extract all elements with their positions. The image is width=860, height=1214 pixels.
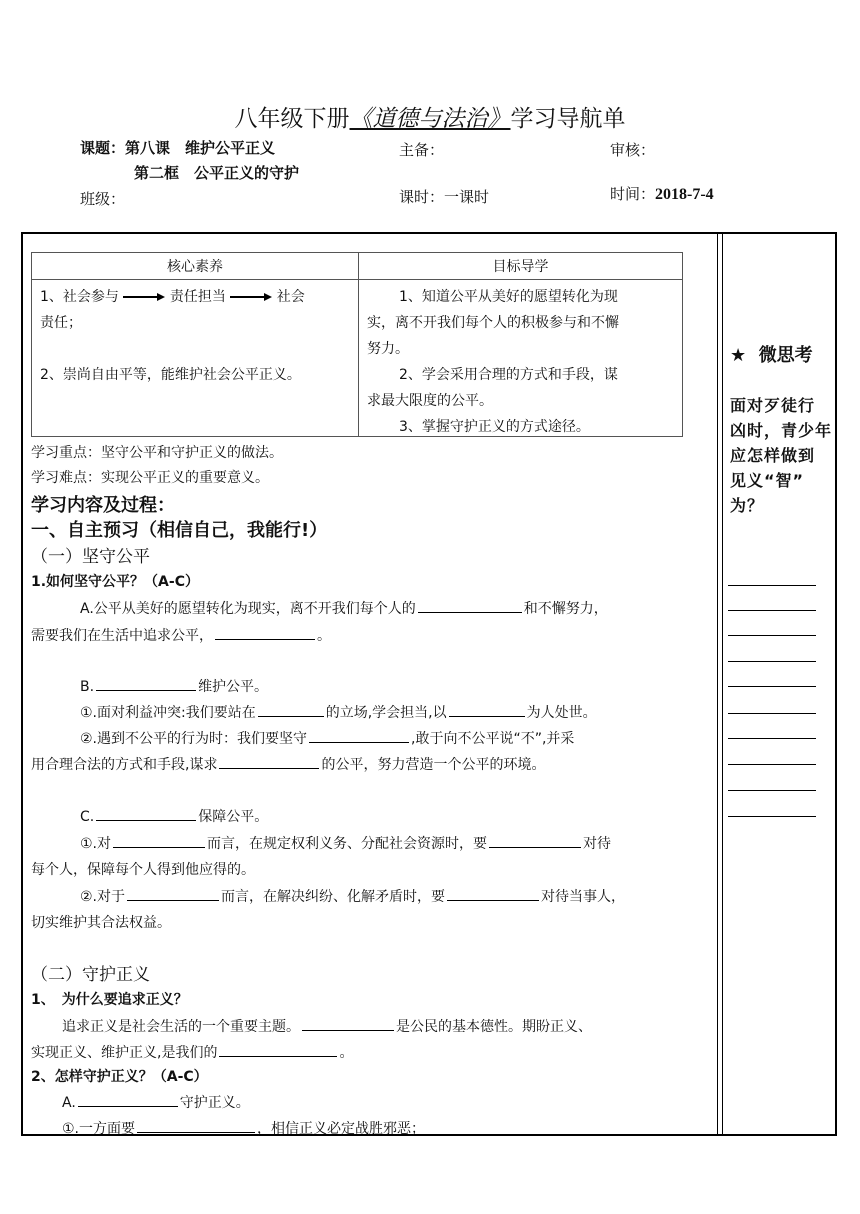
key-point: 学习重点：坚守公平和守护正义的做法。 <box>31 445 283 461</box>
c-line-3-tail: 对待当事人， <box>541 889 626 905</box>
answer-line[interactable] <box>728 635 816 636</box>
blank[interactable] <box>309 741 409 743</box>
answer-line[interactable] <box>728 661 816 662</box>
blank[interactable] <box>96 819 196 821</box>
blank[interactable] <box>418 611 522 613</box>
b-label: B. <box>80 679 95 695</box>
micro-think-question <box>730 393 832 518</box>
star-icon: ★ <box>730 345 747 366</box>
a-line-2 <box>31 625 331 645</box>
b-line-3-tail: 的公平，努力营造一个公平的环境。 <box>321 757 546 773</box>
frame-divider-inner <box>722 232 723 1136</box>
preparer-label: 主备： <box>399 141 445 159</box>
class-label: 班级： <box>80 190 126 208</box>
blank[interactable] <box>137 1131 255 1133</box>
core-literacy-cell <box>32 280 358 436</box>
b-line-1-tail: 为人处世。 <box>526 705 597 721</box>
answer-line[interactable] <box>728 764 816 765</box>
core-item-1-start: 1、社会参与 <box>40 289 119 305</box>
question-1: 1.如何坚守公平？（A-C） <box>31 574 199 590</box>
justice-line-1 <box>62 1016 592 1036</box>
blank[interactable] <box>258 715 324 717</box>
date-field <box>610 183 714 204</box>
blank[interactable] <box>127 899 219 901</box>
a-line-2-tail: 。 <box>317 628 331 644</box>
blank[interactable] <box>78 1105 178 1107</box>
ja-line-1 <box>62 1118 425 1138</box>
title-book: 《道德与法治》 <box>349 106 511 132</box>
ja-heading-tail: 守护正义。 <box>179 1095 250 1111</box>
c-line-3 <box>80 886 625 906</box>
b-line-2 <box>80 728 574 748</box>
a-line-2-text: 需要我们在生活中追求公平， <box>31 628 213 644</box>
ja-line-1-text: ①.一方面要 <box>62 1121 136 1137</box>
blank[interactable] <box>215 638 315 640</box>
c-line-1 <box>80 833 611 853</box>
core-item-1-end: 社会 <box>276 289 305 305</box>
goal-1-line-2: 实，离不开我们每个人的积极参与和不懈 <box>367 315 619 331</box>
title-prefix: 八年级下册 <box>234 106 350 132</box>
c-label: C. <box>80 809 95 825</box>
ja-label: A. <box>62 1095 76 1111</box>
period-label: 课时：一课时 <box>399 188 490 206</box>
b-heading <box>80 676 268 696</box>
goal-3: 3、掌握守护正义的方式途径。 <box>399 419 590 435</box>
c-line-3-mid: 而言，在解决纠纷、化解矛盾时，要 <box>221 889 446 905</box>
date-label: 时间： <box>610 185 656 203</box>
micro-think-title <box>730 341 813 367</box>
question-line: 为？ <box>730 496 765 515</box>
b-line-1-text: ①.面对利益冲突:我们要站在 <box>80 705 256 721</box>
c-line-3-text: ②.对于 <box>80 889 126 905</box>
arrow-icon <box>230 292 272 302</box>
frame-label: 第二框 公平正义的守护 <box>134 164 300 182</box>
b-line-1 <box>80 702 597 722</box>
answer-line[interactable] <box>728 610 816 611</box>
answer-line[interactable] <box>728 713 816 714</box>
c-heading <box>80 806 268 826</box>
b-line-3 <box>31 754 545 774</box>
justice-line-2 <box>31 1042 353 1062</box>
blank[interactable] <box>489 846 581 848</box>
core-item-1-cont: 责任； <box>40 315 82 331</box>
blank[interactable] <box>219 1055 337 1057</box>
blank[interactable] <box>449 715 525 717</box>
core-item-2: 2、崇尚自由平等，能维护社会公平正义。 <box>40 367 301 383</box>
a-line-1 <box>80 598 608 618</box>
question-line: 面对歹徒行 <box>730 396 816 415</box>
answer-line[interactable] <box>728 585 816 586</box>
date-value: 2018-7-4 <box>655 186 714 203</box>
justice-line-1-text: 追求正义是社会生活的一个重要主题。 <box>62 1019 300 1035</box>
blank[interactable] <box>113 846 205 848</box>
goal-1-line-1: 1、知道公平从美好的愿望转化为现 <box>399 289 618 305</box>
goal-2-line-1: 2、学会采用合理的方式和手段，谋 <box>399 367 618 383</box>
question-3: 2、怎样守护正义？（A-C） <box>31 1069 208 1085</box>
c-line-2: 每个人，保障每个人得到他应得的。 <box>31 862 255 878</box>
content-title: 学习内容及过程： <box>31 495 175 516</box>
blank[interactable] <box>302 1029 394 1031</box>
goals-header: 目标导学 <box>359 253 683 280</box>
core-goals-table <box>31 252 683 437</box>
c-line-1-tail: 对待 <box>583 836 612 852</box>
answer-line[interactable] <box>728 686 816 687</box>
c-heading-tail: 保障公平。 <box>198 809 269 825</box>
blank[interactable] <box>96 689 196 691</box>
section-justice: （二）守护正义 <box>31 965 150 985</box>
answer-line[interactable] <box>728 738 816 739</box>
blank[interactable] <box>219 767 319 769</box>
core-item-1-mid: 责任担当 <box>169 289 226 305</box>
title-suffix: 学习导航单 <box>510 106 626 132</box>
justice-line-1-tail: 是公民的基本德性。期盼正义、 <box>396 1019 592 1035</box>
ja-heading <box>62 1092 250 1112</box>
b-line-2-text: ②.遇到不公平的行为时：我们要坚守 <box>80 731 308 747</box>
b-line-1-mid: 的立场,学会担当,以 <box>325 705 447 721</box>
a-line-1-tail: 和不懈努力， <box>523 601 608 617</box>
arrow-icon <box>123 292 165 302</box>
b-line-3-text: 用合理合法的方式和手段,谋求 <box>31 757 218 773</box>
lesson-label: 课题：第八课 维护公平正义 <box>80 139 276 157</box>
b-line-2-tail: ,敢于向不公平说“不”,并采 <box>411 731 575 747</box>
part-1-heading: 一、自主预习（相信自己，我能行!） <box>31 520 328 541</box>
question-line: 应怎样做到 <box>730 446 816 465</box>
blank[interactable] <box>447 899 539 901</box>
answer-line[interactable] <box>728 816 816 817</box>
goal-2-line-2: 求最大限度的公平。 <box>367 393 493 409</box>
question-line: 见义“智” <box>730 471 805 490</box>
c-line-1-text: ①.对 <box>80 836 112 852</box>
ja-line-1-tail: ，相信正义必定战胜邪恶； <box>257 1121 426 1137</box>
section-fairness: （一）坚守公平 <box>31 547 150 567</box>
goals-cell <box>359 280 682 436</box>
justice-line-2-tail: 。 <box>339 1045 354 1061</box>
micro-think-label: 微思考 <box>758 345 813 366</box>
goal-1-line-3: 努力。 <box>367 341 409 357</box>
a-line-1-text: A.公平从美好的愿望转化为现实，离不开我们每个人的 <box>80 601 416 617</box>
justice-line-2-text: 实现正义、维护正义,是我们的 <box>31 1045 218 1061</box>
c-line-1-mid: 而言，在规定权利义务、分配社会资源时，要 <box>207 836 488 852</box>
core-literacy-header: 核心素养 <box>32 253 359 280</box>
answer-line[interactable] <box>728 790 816 791</box>
b-heading-tail: 维护公平。 <box>198 679 269 695</box>
question-line: 凶时，青少年 <box>730 421 833 440</box>
core-item-1 <box>40 286 305 306</box>
question-2: 1、 为什么要追求正义？ <box>31 992 188 1008</box>
page-title <box>0 100 860 133</box>
c-line-4: 切实维护其合法权益。 <box>31 915 171 931</box>
frame-divider <box>717 232 718 1136</box>
reviewer-label: 审核： <box>610 141 656 159</box>
difficulty: 学习难点：实现公平正义的重要意义。 <box>31 470 269 486</box>
